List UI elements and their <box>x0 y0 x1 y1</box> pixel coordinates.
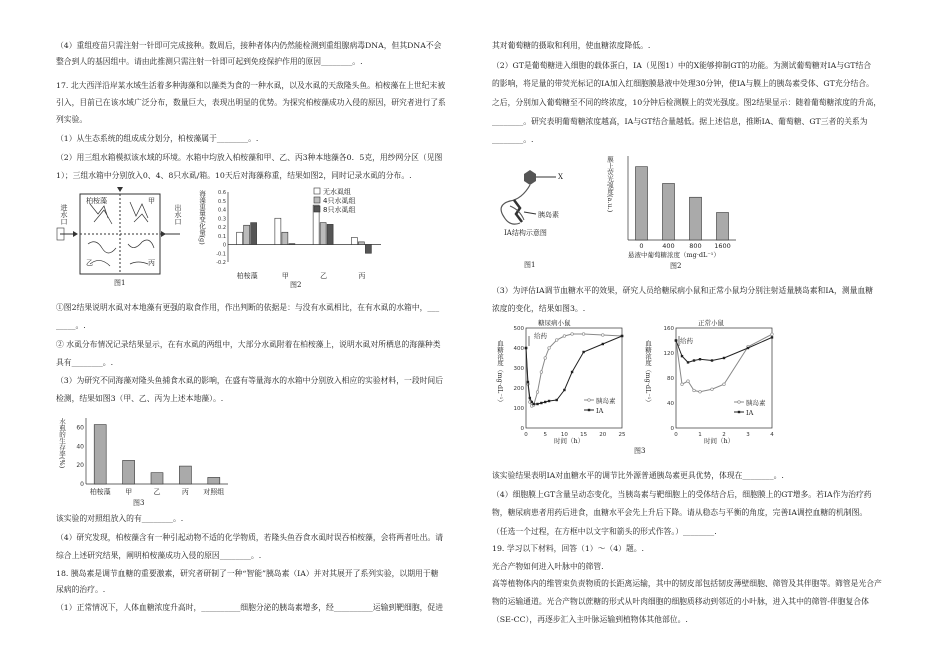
x-tick-label: 0 <box>639 242 644 250</box>
left-line: 18. 胰岛素是调节血糖的重要激素，研究者研制了一种“智能”胰岛素（IA）并对其展开了系列实验，以期用于糖 <box>56 569 439 578</box>
left-line: _____。. <box>56 321 86 330</box>
data-point <box>571 333 574 336</box>
data-point <box>687 361 689 363</box>
figure-caption: 图2 <box>290 281 302 289</box>
bar <box>251 223 257 245</box>
right-line: 高等植物体内的维管束负责物质的长距离运输，其中的韧皮部包括韧皮薄壁细胞、筛管及其伴胞等。筛管是光合产 <box>492 579 882 588</box>
right-line: （SE-CC），再逐步汇入主叶脉运输到植物体其他部位。. <box>492 615 688 624</box>
x-tick-label: 乙 <box>153 488 161 496</box>
outlet-label: 出水口 <box>174 204 182 225</box>
legend-swatch <box>314 206 320 212</box>
data-point <box>621 335 623 337</box>
x-tick-label: 0 <box>524 432 528 438</box>
bar <box>365 245 371 254</box>
x-label: X <box>558 173 563 181</box>
data-point <box>527 381 529 383</box>
y-tick-label: 0 <box>80 481 84 488</box>
y-tick-label: 200 <box>513 386 524 392</box>
right-line: 的影响，将足量的带荧光标记的IA加入红细胞膜悬液中处理30分钟，使IA与膜上的胰岛素受体、GT充分结合。 <box>492 79 874 88</box>
y-tick-label: 400 <box>513 346 524 352</box>
figure-caption: 图1 <box>524 261 536 269</box>
y-tick-label: 0.2 <box>218 225 226 231</box>
data-point <box>525 347 527 349</box>
data-point <box>540 371 543 374</box>
right-line: 光合产物如何进入叶脉中的筛管. <box>492 562 604 571</box>
x-tick-label: 20 <box>599 432 607 438</box>
data-point <box>602 343 604 345</box>
x-tick-label: 3 <box>746 432 750 438</box>
y-tick-label: 20 <box>76 462 84 470</box>
left-line: （3）为研究不同海藻对隆头鱼捕食水虱的影响，在盛有等量海水的水箱中分别放入相应的实验材料，一段时间后 <box>56 376 444 385</box>
left-line: 综合上述研究结果，阐明柏桉藻成功入侵的原因________。. <box>56 551 262 560</box>
y-axis-label: 海藻重量变化量(g) <box>198 190 206 245</box>
left-line: 1）；三组水箱中分别放入0、4、8只水虱/箱。10天后对海藻称重，结果如图2，同时记录水虱的分布。. <box>56 171 412 180</box>
left-line: （4）重组疫苗只需注射一针即可完成接种。数周后，接种者体内仍然能检测到重组腺病毒DNA，但其DNA不会 <box>56 41 442 50</box>
y-tick-label: 100 <box>513 406 524 412</box>
bar <box>179 466 191 484</box>
data-point <box>681 383 684 386</box>
right-line: 该实验结果表明IA对血糖水平的调节比外源普通胰岛素更具优势，体现在________。. <box>492 471 784 480</box>
data-point <box>723 383 726 386</box>
data-point <box>563 335 566 338</box>
cell-label: 甲 <box>148 197 155 205</box>
drug-label: 给药 <box>534 332 547 340</box>
y-axis-label: 血糖浓度（mg·dL⁻¹） <box>496 340 504 406</box>
bar <box>237 232 243 244</box>
legend-marker <box>588 409 590 411</box>
x-tick-label: 甲 <box>125 488 133 496</box>
data-point <box>544 357 547 360</box>
right-line: 浓度的变化，结果如图3。. <box>492 304 586 313</box>
left-line: ①图2结果说明水虱对本地藻有更强的取食作用，作出判断的依据是：与没有水虱相比，在有水虱的水箱中，___ <box>56 303 440 312</box>
bar <box>717 213 729 240</box>
ia-structure-figure <box>494 154 604 274</box>
data-point <box>544 401 546 403</box>
data-point <box>699 390 702 393</box>
x-tick-label: 10 <box>560 432 568 438</box>
right-line: 物，糖尿病患者用药后进食，血糖水平会先上升后下降。请从稳态与平衡的角度，完善IA调控血糖的机制图。 <box>492 508 868 517</box>
bar <box>94 425 106 484</box>
bar <box>663 183 675 240</box>
data-point <box>556 399 558 401</box>
y-tick-label: 0 <box>520 426 524 432</box>
panel-title: 糖尿病小鼠 <box>538 319 571 327</box>
panel-title: 正常小鼠 <box>698 319 724 327</box>
bar <box>327 224 333 244</box>
bar <box>320 223 326 245</box>
bar <box>636 167 648 240</box>
x-tick-label: 4 <box>770 432 774 438</box>
left-line: 具有________。. <box>56 358 114 367</box>
legend-label: 4只水虱组 <box>323 197 356 205</box>
y-tick-label: -0.1 <box>216 251 226 258</box>
y-tick-label: 300 <box>513 366 524 372</box>
x-tick-label: 0 <box>674 432 678 438</box>
data-point <box>771 336 773 338</box>
left-line: 尿病的治疗。. <box>56 585 106 594</box>
x-axis-label: 时间（h） <box>704 437 735 445</box>
y-tick-label: 80 <box>667 376 674 382</box>
drug-label: 给药 <box>680 337 693 345</box>
x-tick-label: 400 <box>662 242 675 250</box>
bar <box>282 232 288 244</box>
left-line: 该实验的对照组放入的有________。. <box>56 514 184 523</box>
x-tick-label: 乙 <box>320 272 328 280</box>
y-tick-label: 0.4 <box>218 207 226 214</box>
bar <box>358 242 364 245</box>
left-line: ② 水虱分布情况记录结果显示，在有水虱的两组中，大部分水虱附着在柏桉藻上，说明水虱对所栖息的海藻种类 <box>56 340 441 349</box>
data-point <box>602 334 605 337</box>
right-line: ________。. <box>492 135 534 144</box>
right-line: ________。研究表明葡萄糖浓度越高，IA与GT结合量越低。据上述信息，推断IA、葡萄糖、GT三者的关系为 <box>492 117 868 126</box>
fig2-left-chart <box>196 184 391 290</box>
y-tick-label: 120 <box>663 351 674 357</box>
left-line: 检测，结果如图3（甲、乙、丙为上述本地藻）。. <box>56 394 224 403</box>
data-point <box>693 389 696 392</box>
fig3-left-chart <box>56 414 236 508</box>
right-line: （2）GT是葡萄糖进入细胞的载体蛋白，IA（见图1）中的X能够抑制GT的功能。为测试葡萄糖对IA与GT结合 <box>492 61 872 70</box>
y-tick-label: 0.3 <box>218 216 226 223</box>
y-axis-label: 血糖浓度（mg·dL⁻¹） <box>644 340 652 406</box>
legend-swatch <box>314 188 320 194</box>
right-line: 之后，分别加入葡萄糖至不同的终浓度，10分钟后检测膜上的荧光强度。图2结果显示：随着葡萄糖浓度的升高， <box>492 98 882 107</box>
data-point <box>571 371 573 373</box>
data-point <box>548 347 551 350</box>
bar <box>351 238 357 245</box>
insulin-label: 胰岛素 <box>538 211 559 219</box>
y-tick-label: 0.1 <box>218 233 226 240</box>
cell-label: 乙 <box>86 259 93 267</box>
left-line: 引入，目前已在该水域广泛分布，数量巨大，表现出明显的优势。为探究柏桉藻成功入侵的原因，研究者进行了系 <box>56 98 446 107</box>
fig2-right-chart <box>604 150 744 272</box>
bar <box>275 218 281 244</box>
data-point <box>532 403 534 405</box>
data-point <box>536 403 538 405</box>
data-point <box>540 402 542 404</box>
data-point <box>563 389 565 391</box>
x-tick-label: 15 <box>580 432 588 438</box>
data-point <box>582 333 585 336</box>
x-tick-label: 丙 <box>358 272 366 280</box>
bar <box>123 460 135 484</box>
legend-ia: IA <box>746 409 754 417</box>
left-line: （1）从生态系统的组成成分划分，柏桉藻属于________。. <box>56 134 259 143</box>
bar <box>151 473 163 484</box>
right-line: （任选一个过程，在方框中以文字和箭头的形式作答。）________. <box>492 527 717 536</box>
y-tick-label: 60 <box>76 424 84 432</box>
y-tick-label: 500 <box>513 326 524 332</box>
data-point <box>771 333 774 336</box>
figure-caption: 图3 <box>634 447 646 455</box>
cell-label: 柏桉藻 <box>86 197 107 205</box>
bar <box>690 197 702 240</box>
series-line <box>526 336 622 404</box>
y-tick-label: 0.6 <box>218 190 226 196</box>
legend-insulin: 胰岛素 <box>746 399 766 407</box>
data-point <box>687 380 690 383</box>
left-line: 整合到人的基因组中。请由此推测只需注射一针即可起到免疫保护作用的原因________。. <box>56 57 363 66</box>
y-axis-label: 膜上荧光强度(a.u.) <box>606 156 614 213</box>
data-point <box>555 339 558 342</box>
x-axis-label: 悬液中葡萄糖浓度（mg·dL⁻¹） <box>628 251 720 259</box>
left-line: （4）研究发现，柏桉藻含有一种引起动物不适的化学物质，若隆头鱼吞食水虱时误吞柏桉藻，会将两者吐出。请 <box>56 533 444 542</box>
x-tick-label: 对照组 <box>203 488 225 496</box>
right-line: 物的运输通道。光合产物以蔗糖的形式从叶肉细胞的细胞质移动到邻近的小叶脉，进入其中的筛管-伴胞复合体 <box>492 597 869 606</box>
y-tick-label: 40 <box>76 443 84 451</box>
figure-caption: 图2 <box>670 262 682 270</box>
y-tick-label: 40 <box>667 401 674 407</box>
fig3-right-charts <box>494 316 794 456</box>
x-tick-label: 柏桉藻 <box>89 488 111 496</box>
x-tick-label: 柏桉藻 <box>236 272 258 280</box>
y-tick-label: -0.2 <box>216 260 226 266</box>
right-line: （3）为评估IA调节血糖水平的效果，研究人员给糖尿病小鼠和正常小鼠均分别注射适量胰岛素和IA，测量血糖 <box>492 286 874 295</box>
inlet-label: 进水口 <box>60 204 68 225</box>
data-point <box>693 359 695 361</box>
bar <box>289 244 295 245</box>
data-point <box>536 391 539 394</box>
data-point <box>711 359 713 361</box>
y-axis-label: 水虱的生存率(%) <box>58 418 66 469</box>
legend-marker <box>588 399 591 402</box>
x-tick-label: 丙 <box>181 488 189 496</box>
data-point <box>723 357 725 359</box>
right-line: 其对葡萄糖的摄取和利用，使血糖浓度降低。. <box>492 41 651 50</box>
x-tick-label: 5 <box>543 432 547 438</box>
data-point <box>675 339 677 341</box>
right-line: 19. 学习以下材料，回答（1）～（4）题。. <box>492 544 645 553</box>
legend-insulin: 胰岛素 <box>596 397 616 405</box>
legend-marker <box>738 401 741 404</box>
x-axis-label: 时间（h） <box>554 437 585 445</box>
y-tick-label: 0.5 <box>218 198 226 205</box>
legend-label: 8只水虱组 <box>323 206 356 214</box>
right-line: （4）细胞膜上GT含量呈动态变化，当胰岛素与靶细胞上的受体结合后，细胞膜上的GT增多。若IA作为治疗药 <box>492 490 872 499</box>
x-tick-label: 25 <box>618 432 626 438</box>
bar <box>244 225 250 244</box>
left-line: （2）用三组水箱模拟该水域的环境。水箱中均放入柏桉藻和甲、乙、丙3种本地藻各0．5克，用纱网分区（见图 <box>56 153 443 162</box>
y-tick-label: 0 <box>670 426 674 432</box>
data-point <box>747 347 749 349</box>
x-tick-label: 2 <box>722 432 726 438</box>
legend-label: 无水虱组 <box>323 188 351 196</box>
cell-label: 丙 <box>148 259 155 267</box>
x-tick-label: 800 <box>689 242 702 250</box>
y-tick-label: 160 <box>663 326 674 332</box>
legend-marker <box>738 411 740 413</box>
legend-ia: IA <box>596 407 604 415</box>
figure-caption: 图1 <box>114 279 126 287</box>
data-point <box>681 355 683 357</box>
data-point <box>699 358 701 360</box>
data-point <box>548 400 550 402</box>
ia-struct-label: IA结构示意图 <box>504 229 547 237</box>
tank-diagram <box>56 186 186 300</box>
y-tick-label: 0 <box>222 242 226 249</box>
legend-swatch <box>314 197 320 203</box>
data-point <box>529 397 531 399</box>
data-point <box>711 388 714 391</box>
bar <box>208 477 220 484</box>
data-point <box>582 351 584 353</box>
x-tick-label: 1 <box>698 432 702 438</box>
x-tick-label: 1600 <box>714 242 731 250</box>
x-tick-label: 甲 <box>281 272 289 280</box>
left-line: 17. 北大西洋沿岸某水域生活着多种海藻和以藻类为食的一种水虱，以及水虱的天敌隆头鱼。柏桉藻在上世纪末被 <box>56 81 446 90</box>
left-line: （1）正常情况下，人体血糖浓度升高时，__________细胞分泌的胰岛素增多，经__________运输到靶细胞，促进 <box>56 603 444 612</box>
figure-caption: 图3 <box>133 499 145 507</box>
left-line: 列实验。 <box>56 115 88 124</box>
